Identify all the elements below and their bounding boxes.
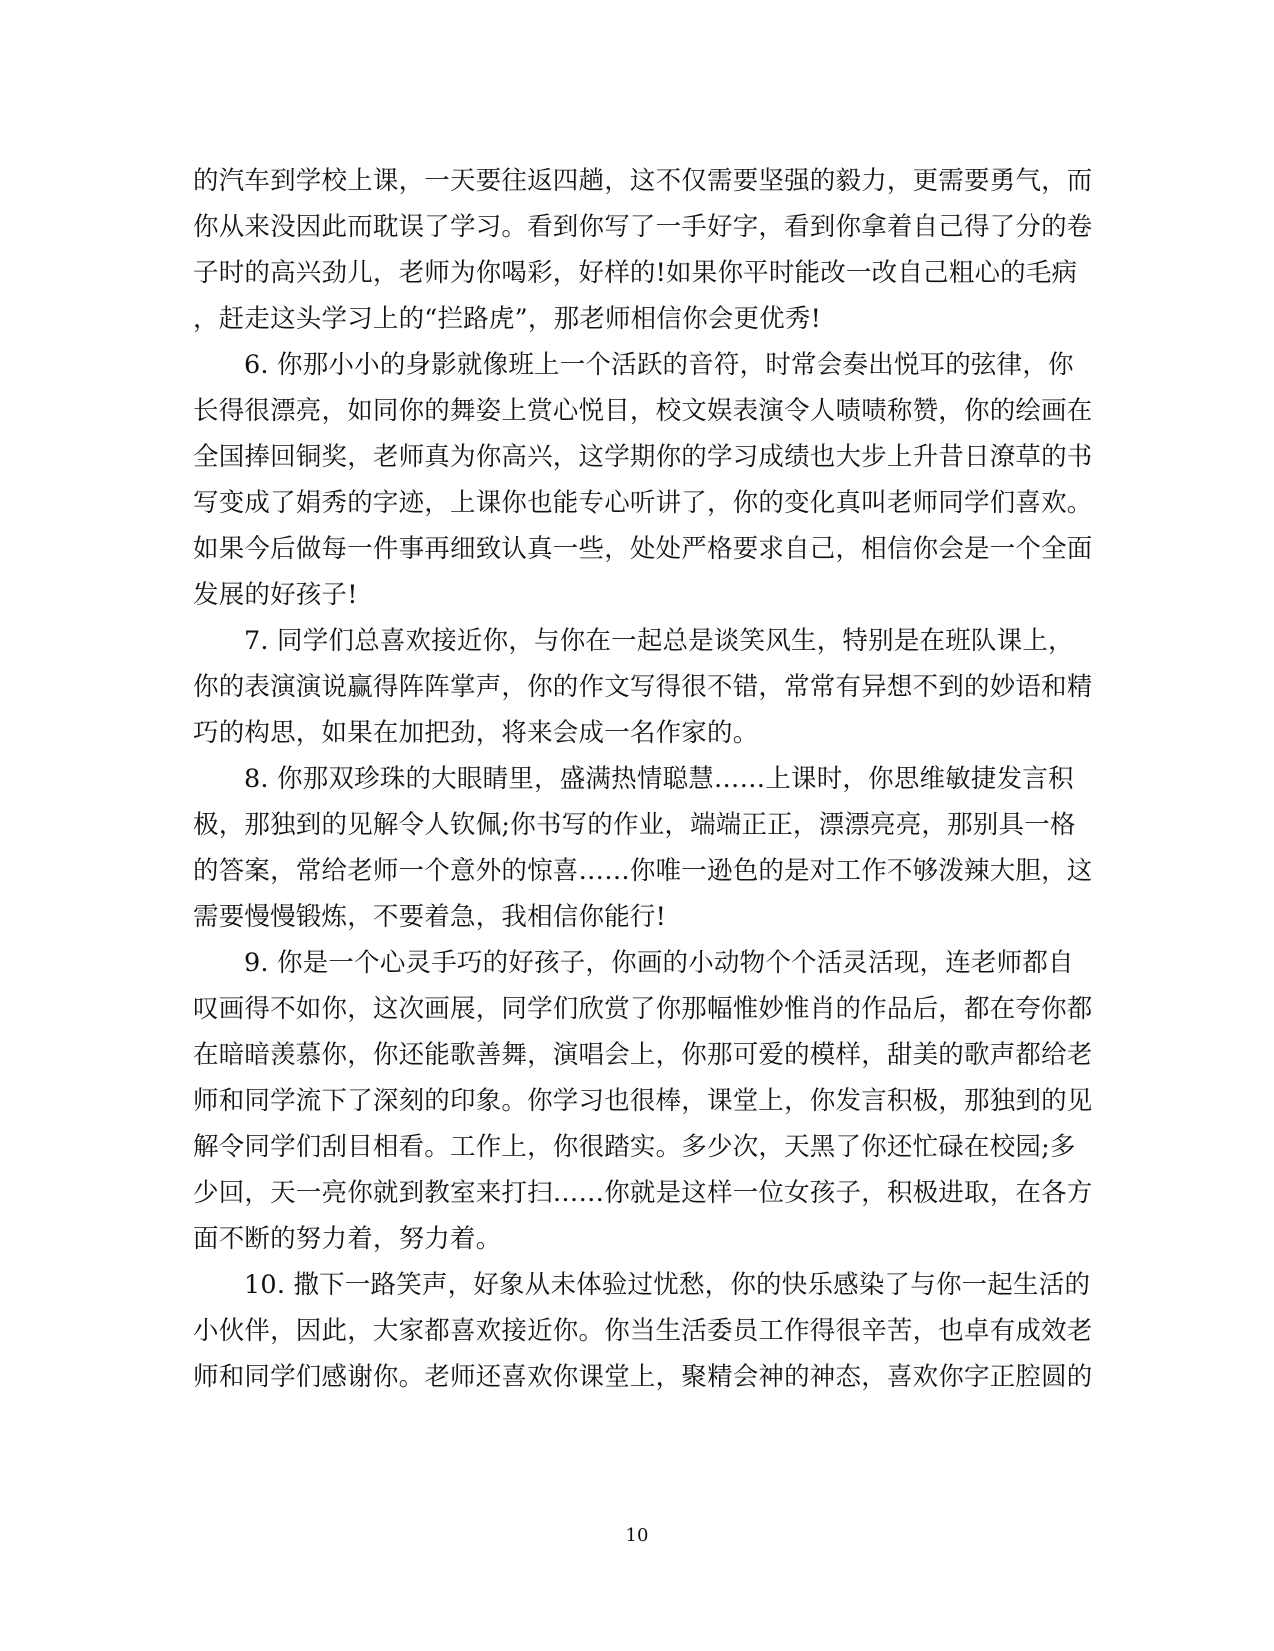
text-line: 巧的构思，如果在加把劲，将来会成一名作家的。 [193, 718, 759, 748]
text-line: 师和同学们感谢你。老师还喜欢你课堂上，聚精会神的神态，喜欢你字正腔圆的 [193, 1362, 1093, 1392]
paragraph-8-start: 8. 你那双珍珠的大眼睛里，盛满热情聪慧……上课时，你思维敏捷发言积 [244, 764, 1074, 794]
text-line: 面不断的努力着，努力着。 [193, 1224, 502, 1254]
text-line: 极，那独到的见解令人钦佩;你书写的作业，端端正正，漂漂亮亮，那别具一格 [193, 810, 1076, 840]
paragraph-9-start: 9. 你是一个心灵手巧的好孩子，你画的小动物个个活灵活现，连老师都自 [244, 948, 1074, 978]
text-line: ，赶走这头学习上的“拦路虎”，那老师相信你会更优秀! [193, 304, 822, 334]
text-line: 少回，天一亮你就到教室来打扫……你就是这样一位女孩子，积极进取，在各方 [193, 1178, 1093, 1208]
text-line: 需要慢慢锻炼，不要着急，我相信你能行! [193, 902, 667, 932]
text-line: 的汽车到学校上课，一天要往返四趟，这不仅需要坚强的毅力，更需要勇气，而 [193, 166, 1093, 196]
text-line: 全国捧回铜奖，老师真为你高兴，这学期你的学习成绩也大步上升昔日潦草的书 [193, 442, 1093, 472]
text-line: 如果今后做每一件事再细致认真一些，处处严格要求自己，相信你会是一个全面 [193, 534, 1093, 564]
text-line: 解令同学们刮目相看。工作上，你很踏实。多少次，天黑了你还忙碌在校园;多 [193, 1132, 1076, 1162]
text-line: 子时的高兴劲儿，老师为你喝彩，好样的!如果你平时能改一改自己粗心的毛病 [193, 258, 1078, 288]
text-line: 写变成了娟秀的字迹，上课你也能专心听讲了，你的变化真叫老师同学们喜欢。 [193, 488, 1093, 518]
text-line: 师和同学流下了深刻的印象。你学习也很棒，课堂上，你发言积极，那独到的见 [193, 1086, 1093, 1116]
text-line: 的答案，常给老师一个意外的惊喜……你唯一逊色的是对工作不够泼辣大胆，这 [193, 856, 1093, 886]
text-line: 长得很漂亮，如同你的舞姿上赏心悦目，校文娱表演令人啧啧称赞，你的绘画在 [193, 396, 1093, 426]
text-line: 叹画得不如你，这次画展，同学们欣赏了你那幅惟妙惟肖的作品后，都在夸你都 [193, 994, 1093, 1024]
page-number: 10 [625, 1525, 649, 1546]
text-line: 小伙伴，因此，大家都喜欢接近你。你当生活委员工作得很辛苦，也卓有成效老 [193, 1316, 1093, 1346]
text-line: 在暗暗羡慕你，你还能歌善舞，演唱会上，你那可爱的模样，甜美的歌声都给老 [193, 1040, 1093, 1070]
paragraph-7-start: 7. 同学们总喜欢接近你，与你在一起总是谈笑风生，特别是在班队课上， [244, 626, 1074, 656]
text-line: 你的表演演说赢得阵阵掌声，你的作文写得很不错，常常有异想不到的妙语和精 [193, 672, 1093, 702]
paragraph-10-start: 10. 撒下一路笑声，好象从未体验过忧愁，你的快乐感染了与你一起生活的 [244, 1270, 1091, 1300]
document-body [193, 158, 1093, 1400]
text-line: 发展的好孩子! [193, 580, 358, 610]
text-line: 你从来没因此而耽误了学习。看到你写了一手好字，看到你拿着自己得了分的卷 [193, 212, 1093, 242]
paragraph-6-start: 6. 你那小小的身影就像班上一个活跃的音符，时常会奏出悦耳的弦律，你 [244, 350, 1074, 380]
